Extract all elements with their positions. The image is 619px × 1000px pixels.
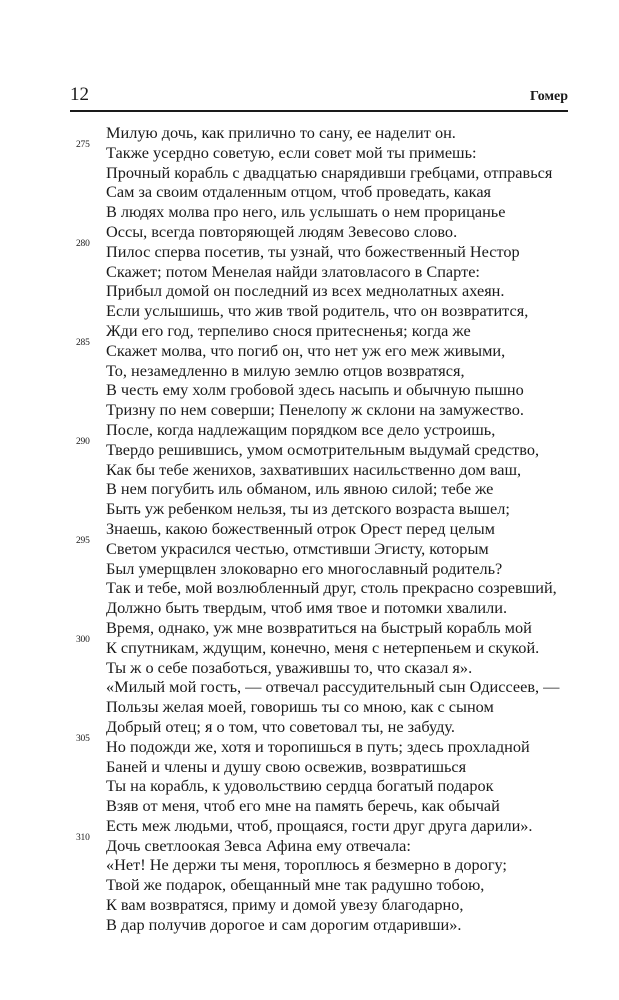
verse-line — [106, 123, 576, 143]
verse-line — [106, 519, 576, 539]
verse-text: Также усердно советую, если совет мой ты примешь: — [106, 142, 477, 162]
running-head-title: Гомер — [530, 89, 568, 104]
verse-text: Быть уж ребенком нельзя, ты из детского возраста вышел; — [106, 499, 510, 519]
verse-text: Знаешь, какою божественный отрок Орест перед целым — [106, 518, 495, 538]
verse-line — [106, 499, 576, 519]
verse-text: В нем погубить иль обманом, иль явною силой; тебе же — [106, 479, 494, 499]
verse-line — [106, 855, 576, 875]
verse-text: Но подожди же, хотя и торопишься в путь; здесь прохладной — [106, 736, 530, 756]
verse-text: «Нет! Не держи ты меня, тороплюсь я безмерно в дорогу; — [106, 855, 507, 875]
page-number: 12 — [70, 84, 89, 105]
verse-text: Скажет молва, что погиб он, что нет уж его меж живыми, — [106, 340, 506, 360]
verse-line — [76, 436, 576, 460]
verse-line — [106, 361, 576, 381]
verse-text: Взяв от меня, чтоб его мне на память беречь, как обычай — [106, 796, 500, 816]
verse-line — [106, 262, 576, 282]
verse-text: Был умерщвлен злоковарно его многославный родитель? — [106, 558, 503, 578]
verse-text: Должно быть твердым, чтоб имя твое и потомки хвалили. — [106, 598, 508, 618]
verse-text: Есть меж людьми, чтоб, прощаяся, гости друг друга дарили». — [106, 815, 533, 835]
verse-text: К спутникам, ждущим, конечно, меня с нетерпеньем и скукой. — [106, 637, 540, 657]
verse-text: К вам возвратяся, приму и домой увезу благодарно, — [106, 895, 464, 915]
verse-text: Если услышишь, что жив твой родитель, что он возвратится, — [106, 301, 529, 321]
verse-line — [76, 337, 576, 361]
verse-line — [106, 182, 576, 202]
verse-text: Добрый отец; я о том, что советовал ты, не забуду. — [106, 716, 455, 736]
verse-line — [106, 757, 576, 777]
verse-line — [106, 915, 576, 935]
verse-line — [106, 658, 576, 678]
verse-text: Тризну по нем соверши; Пенелопу ж склони на замужество. — [106, 400, 524, 420]
verse-text: Пилос сперва посетив, ты узнай, что божественный Нестор — [106, 241, 520, 261]
verse-text: «Милый мой гость, — отвечал рассудительный сын Одиссеев, — — [106, 677, 560, 697]
verse-text: Время, однако, уж мне возвратиться на быстрый корабль мой — [106, 617, 532, 637]
verse-text: Светом украсился честью, отмстивши Эгисту, которым — [106, 538, 489, 558]
verse-line — [106, 281, 576, 301]
verse-line — [106, 717, 576, 737]
verse-number: 310 — [76, 832, 90, 843]
verse-text: Милую дочь, как прилично то сану, ее наделит он. — [106, 123, 456, 142]
verse-text: Так и тебе, мой возлюбленный друг, столь прекрасно созревший, — [106, 578, 557, 598]
verse-line — [76, 634, 576, 658]
verse-text: Оссы, всегда повторяющей людям Зевесово слово. — [106, 221, 458, 241]
verse-number: 285 — [76, 337, 90, 348]
verse-number: 305 — [76, 733, 90, 744]
verse-line — [106, 420, 576, 440]
verse-line — [76, 238, 576, 262]
verse-line — [106, 776, 576, 796]
verse-text: Дочь светлоокая Зевса Афина ему отвечала: — [106, 835, 411, 855]
verse-line — [106, 559, 576, 579]
verse-line — [106, 222, 576, 242]
verse-number: 300 — [76, 634, 90, 645]
verse-line — [106, 380, 576, 400]
verse-number: 275 — [76, 139, 90, 150]
verse-text: В дар получив дорогое и сам дорогим отдаривши». — [106, 914, 462, 934]
verse-text: Прочный корабль с двадцатью снарядивши гребцами, отправься — [106, 162, 553, 182]
verse-line — [106, 796, 576, 816]
verse-line — [106, 202, 576, 222]
verse-text: Пользы желая моей, говоришь ты со мною, как с сыном — [106, 697, 494, 717]
verse-number: 280 — [76, 238, 90, 249]
verse-line — [106, 301, 576, 321]
verse-line — [106, 479, 576, 499]
verse-line — [76, 733, 576, 757]
verse-line — [106, 598, 576, 618]
verse-line — [106, 875, 576, 895]
verse-text: Ты ж о себе позаботься, уважившы то, что сказал я». — [106, 657, 473, 677]
verse-text: Прибыл домой он последний из всех меднолатных ахеян. — [106, 281, 505, 301]
verse-text: Жди его год, терпеливо снося притесненья; когда же — [106, 320, 471, 340]
header-divider — [70, 110, 568, 112]
verse-text: Ты на корабль, к удовольствию сердца богатый подарок — [106, 776, 494, 796]
verse-text: Скажет; потом Менелая найди златовласого в Спарте: — [106, 261, 480, 281]
verse-line — [106, 400, 576, 420]
verse-text: Сам за своим отдаленным отцом, чтоб проведать, какая — [106, 182, 492, 202]
verse-line — [106, 163, 576, 183]
verse-line — [106, 697, 576, 717]
verse-number: 295 — [76, 535, 90, 546]
verse-text: В честь ему холм гробовой здесь насыпь и обычную пышно — [106, 380, 524, 400]
verse-text: Твердо решившись, умом осмотрительным выдумай средство, — [106, 439, 540, 459]
poem-text — [76, 123, 576, 935]
verse-text: То, незамедленно в милую землю отцов возвратяся, — [106, 360, 465, 380]
verse-line — [76, 535, 576, 559]
verse-text: Твой же подарок, обещанный мне так радушно тобою, — [106, 875, 485, 895]
verse-line — [76, 139, 576, 163]
verse-line — [106, 816, 576, 836]
verse-text: Как бы тебе женихов, захвативших насильственно дом ваш, — [106, 459, 522, 479]
verse-text: После, когда надлежащим порядком все дело устроишь, — [106, 419, 496, 439]
verse-line — [106, 677, 576, 697]
verse-line — [106, 460, 576, 480]
verse-line — [106, 895, 576, 915]
verse-line — [106, 618, 576, 638]
verse-number: 290 — [76, 436, 90, 447]
verse-line — [76, 832, 576, 856]
verse-text: В людях молва про него, иль услышать о нем прорицанье — [106, 202, 506, 222]
verse-text: Баней и члены и душу свою освежив, возвратишься — [106, 756, 467, 776]
verse-line — [106, 578, 576, 598]
verse-line — [106, 321, 576, 341]
